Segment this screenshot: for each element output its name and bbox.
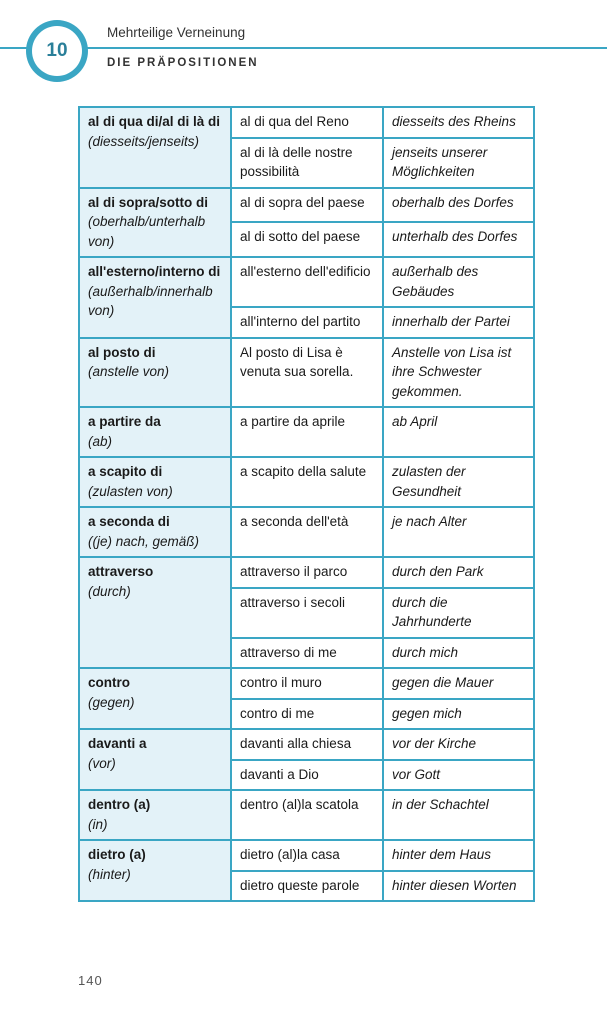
german-translation: unterhalb des Dorfes bbox=[383, 222, 534, 257]
german-translation: durch mich bbox=[383, 638, 534, 669]
table-row bbox=[79, 507, 534, 557]
table-row bbox=[79, 729, 534, 760]
german-translation: diesseits des Rheins bbox=[383, 107, 534, 138]
italian-example: davanti a Dio bbox=[231, 760, 383, 791]
german-translation: hinter dem Haus bbox=[383, 840, 534, 871]
preposition-term: davanti a bbox=[88, 736, 147, 751]
italian-example: all'interno del partito bbox=[231, 307, 383, 338]
german-translation: durch den Park bbox=[383, 557, 534, 588]
preposition-term: contro bbox=[88, 675, 130, 690]
preposition-cell bbox=[79, 507, 231, 557]
german-translation: in der Schachtel bbox=[383, 790, 534, 840]
table-row bbox=[79, 457, 534, 507]
italian-example: al di sotto del paese bbox=[231, 222, 383, 257]
preposition-cell bbox=[79, 729, 231, 790]
german-translation: innerhalb der Partei bbox=[383, 307, 534, 338]
preposition-cell bbox=[79, 407, 231, 457]
preposition-cell bbox=[79, 338, 231, 408]
preposition-term: al posto di bbox=[88, 344, 156, 360]
preposition-cell bbox=[79, 668, 231, 729]
preposition-term: al di qua di/al di là di bbox=[88, 114, 221, 129]
preposition-cell bbox=[79, 257, 231, 338]
preposition-term: all'esterno/interno di bbox=[88, 264, 221, 279]
table-row bbox=[79, 668, 534, 699]
table-row bbox=[79, 257, 534, 307]
italian-example: attraverso il parco bbox=[231, 557, 383, 588]
german-translation: Anstelle von Lisa ist ihre Schwester gekommen. bbox=[383, 338, 534, 408]
italian-example: Al posto di Lisa è venuta sua sorella. bbox=[231, 338, 383, 408]
table-row bbox=[79, 840, 534, 871]
prepositions-table bbox=[78, 106, 535, 902]
prepositions-table-body bbox=[79, 107, 534, 901]
table-row bbox=[79, 407, 534, 457]
preposition-term: dentro (a) bbox=[88, 797, 151, 812]
german-translation: oberhalb des Dorfes bbox=[383, 188, 534, 223]
chapter-title: Mehrteilige Verneinung bbox=[107, 25, 246, 40]
italian-example: dentro (al)la scatola bbox=[231, 790, 383, 840]
chapter-badge bbox=[26, 20, 88, 82]
german-translation: vor Gott bbox=[383, 760, 534, 791]
italian-example: al di qua del Reno bbox=[231, 107, 383, 138]
preposition-cell bbox=[79, 188, 231, 258]
italian-example: dietro (al)la casa bbox=[231, 840, 383, 871]
table-row bbox=[79, 188, 534, 223]
preposition-term: attraverso bbox=[88, 564, 154, 579]
preposition-translation: (zulasten von) bbox=[88, 483, 173, 499]
preposition-term: a seconda di bbox=[88, 514, 170, 529]
table-row bbox=[79, 107, 534, 138]
table-row bbox=[79, 790, 534, 840]
german-translation: gegen mich bbox=[383, 699, 534, 730]
preposition-translation: (oberhalb/unterhalb von) bbox=[88, 214, 206, 249]
german-translation: gegen die Mauer bbox=[383, 668, 534, 699]
italian-example: attraverso di me bbox=[231, 638, 383, 669]
preposition-term: a scapito di bbox=[88, 464, 163, 479]
italian-example: a partire da aprile bbox=[231, 407, 383, 457]
italian-example: a scapito della salute bbox=[231, 457, 383, 507]
preposition-translation: (außerhalb/innerhalb von) bbox=[88, 283, 213, 318]
preposition-translation: (diesseits/jenseits) bbox=[88, 133, 200, 149]
chapter-number: 10 bbox=[32, 26, 82, 76]
preposition-cell bbox=[79, 557, 231, 668]
preposition-translation: (ab) bbox=[88, 433, 113, 449]
german-translation: außerhalb des Gebäudes bbox=[383, 257, 534, 307]
preposition-cell bbox=[79, 457, 231, 507]
german-translation: zulasten der Gesundheit bbox=[383, 457, 534, 507]
preposition-translation: (durch) bbox=[88, 583, 131, 599]
preposition-term: dietro (a) bbox=[88, 847, 146, 862]
section-title: DIE PRÄPOSITIONEN bbox=[107, 57, 259, 69]
preposition-term: a partire da bbox=[88, 414, 161, 429]
preposition-translation: (gegen) bbox=[88, 694, 135, 710]
table-row bbox=[79, 338, 534, 408]
preposition-translation: ((je) nach, gemäß) bbox=[88, 533, 200, 549]
italian-example: contro di me bbox=[231, 699, 383, 730]
preposition-cell bbox=[79, 840, 231, 901]
page-number: 140 bbox=[78, 973, 103, 988]
header-rule bbox=[0, 47, 607, 49]
preposition-cell bbox=[79, 790, 231, 840]
table-row bbox=[79, 557, 534, 588]
italian-example: a seconda dell'età bbox=[231, 507, 383, 557]
preposition-translation: (anstelle von) bbox=[88, 364, 170, 379]
german-translation: durch die Jahrhunderte bbox=[383, 588, 534, 638]
preposition-term: al di sopra/sotto di bbox=[88, 194, 209, 210]
german-translation: vor der Kirche bbox=[383, 729, 534, 760]
preposition-translation: (in) bbox=[88, 816, 108, 832]
german-translation: je nach Alter bbox=[383, 507, 534, 557]
german-translation: hinter diesen Worten bbox=[383, 871, 534, 902]
italian-example: contro il muro bbox=[231, 668, 383, 699]
italian-example: al di sopra del paese bbox=[231, 188, 383, 223]
german-translation: jenseits unserer Möglichkeiten bbox=[383, 138, 534, 188]
german-translation: ab April bbox=[383, 407, 534, 457]
italian-example: dietro queste parole bbox=[231, 871, 383, 902]
preposition-translation: (vor) bbox=[88, 755, 116, 771]
italian-example: attraverso i secoli bbox=[231, 588, 383, 638]
italian-example: all'esterno dell'edificio bbox=[231, 257, 383, 307]
italian-example: al di là delle nostre possibilità bbox=[231, 138, 383, 188]
preposition-cell bbox=[79, 107, 231, 188]
italian-example: davanti alla chiesa bbox=[231, 729, 383, 760]
preposition-translation: (hinter) bbox=[88, 866, 131, 882]
